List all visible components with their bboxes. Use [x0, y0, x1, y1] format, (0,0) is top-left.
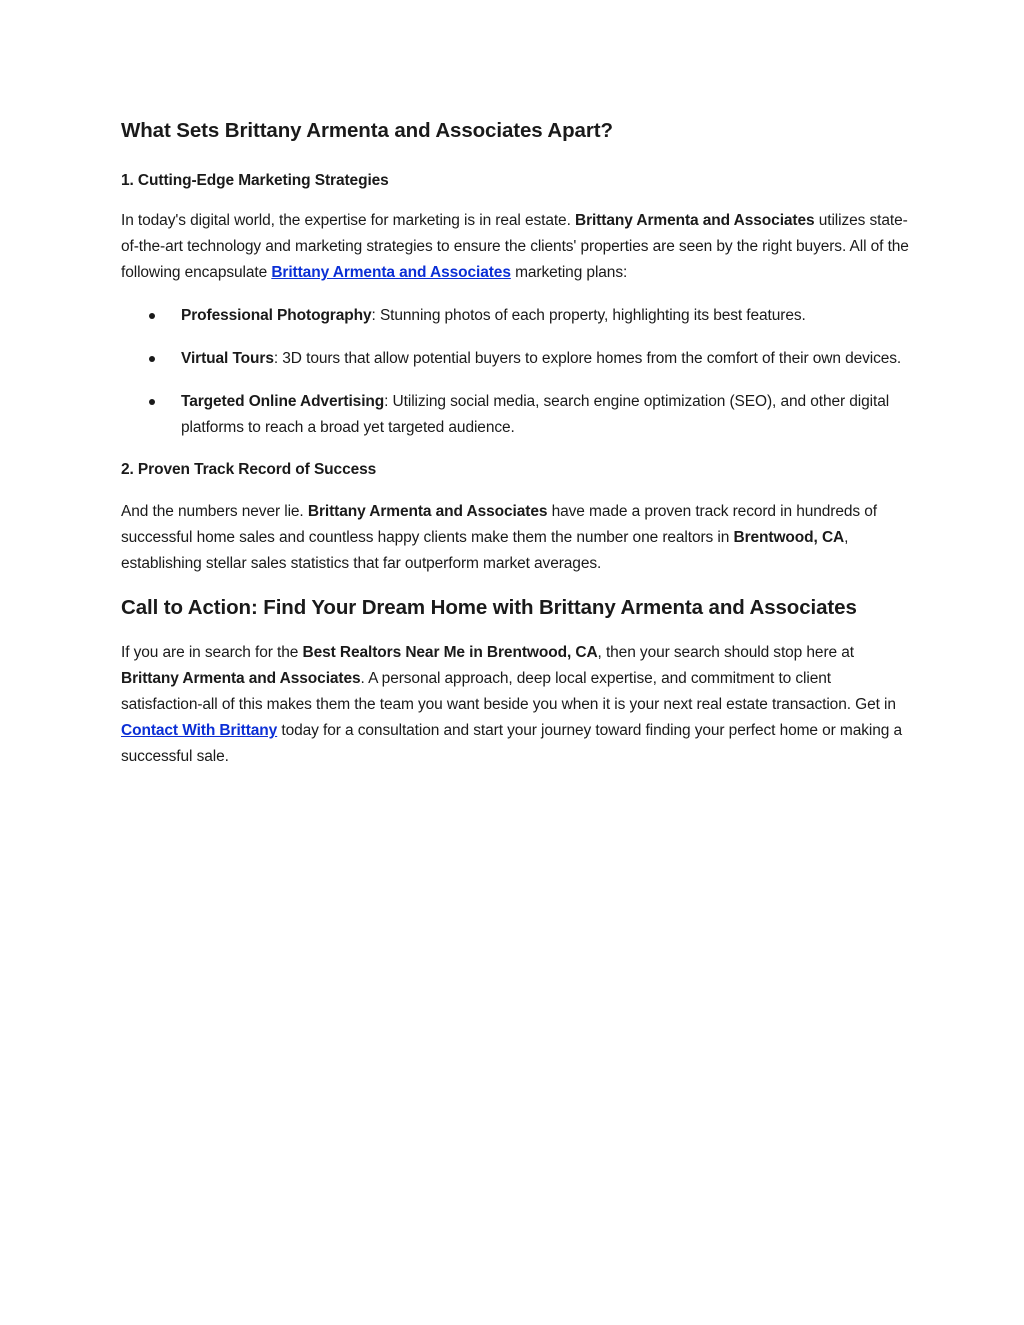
bullet-text: : Stunning photos of each property, highlighting its best features. [371, 307, 806, 324]
cta-paragraph [121, 640, 911, 770]
section1-text-3: marketing plans: [510, 264, 628, 281]
section2-heading: 2. Proven Track Record of Success [121, 461, 377, 478]
contact-link[interactable]: Contact With Brittany [121, 722, 278, 739]
cta-text-1: If you are in search for the [121, 644, 303, 661]
list-item [121, 389, 911, 441]
cta-heading: Call to Action: Find Your Dream Home with Brittany Armenta and Associates [121, 596, 857, 619]
cta-bold-brand: Brittany Armenta and Associates [121, 670, 361, 687]
list-item [121, 303, 911, 329]
cta-bold-search: Best Realtors Near Me in Brentwood, CA [302, 644, 598, 661]
bullet-term: Virtual Tours [181, 350, 274, 367]
bullet-icon [149, 313, 155, 319]
section2-text-1: And the numbers never lie. [121, 503, 308, 520]
section1-text-2: utilizes state-of-the-art technology and marketing strategies to ensure the clients' properties are seen by the right buyers. All of the following encapsulate [121, 212, 909, 281]
document-page [121, 118, 911, 770]
bullet-term: Targeted Online Advertising [181, 393, 385, 410]
section2-bold-location: Brentwood, CA [733, 529, 845, 546]
bullet-text: : 3D tours that allow potential buyers to explore homes from the comfort of their own devices. [273, 350, 902, 367]
section1-heading: 1. Cutting-Edge Marketing Strategies [121, 172, 389, 189]
section1-text-1: In today's digital world, the expertise for marketing is in real estate. [121, 212, 575, 229]
bullet-term: Professional Photography [181, 307, 372, 324]
section2-paragraph [121, 499, 911, 577]
cta-text-4: today for a consultation and start your journey toward finding your perfect home or making a successful sale. [121, 722, 903, 765]
bullet-icon [149, 399, 155, 405]
section2-text-2: have made a proven track record in hundreds of successful home sales and countless happy clients make them the number one realtors in [121, 503, 877, 546]
section1-bold-brand: Brittany Armenta and Associates [575, 212, 815, 229]
brand-link[interactable]: Brittany Armenta and Associates [271, 264, 511, 281]
list-item [121, 346, 911, 372]
cta-text-2: , then your search should stop here at [597, 644, 854, 661]
marketing-plans-list [121, 303, 911, 441]
section1-paragraph [121, 208, 911, 286]
section2-text-3: , establishing stellar sales statistics that far outperform market averages. [121, 529, 849, 572]
bullet-icon [149, 356, 155, 362]
main-heading: What Sets Brittany Armenta and Associates Apart? [121, 119, 613, 142]
bullet-text: : Utilizing social media, search engine optimization (SEO), and other digital platforms to reach a broad yet targeted audience. [181, 393, 890, 436]
cta-text-3: . A personal approach, deep local expertise, and commitment to client satisfaction-all of this makes them the team you want beside you when it is your next real estate transaction. Get in [121, 670, 896, 713]
section2-bold-brand: Brittany Armenta and Associates [307, 503, 548, 520]
